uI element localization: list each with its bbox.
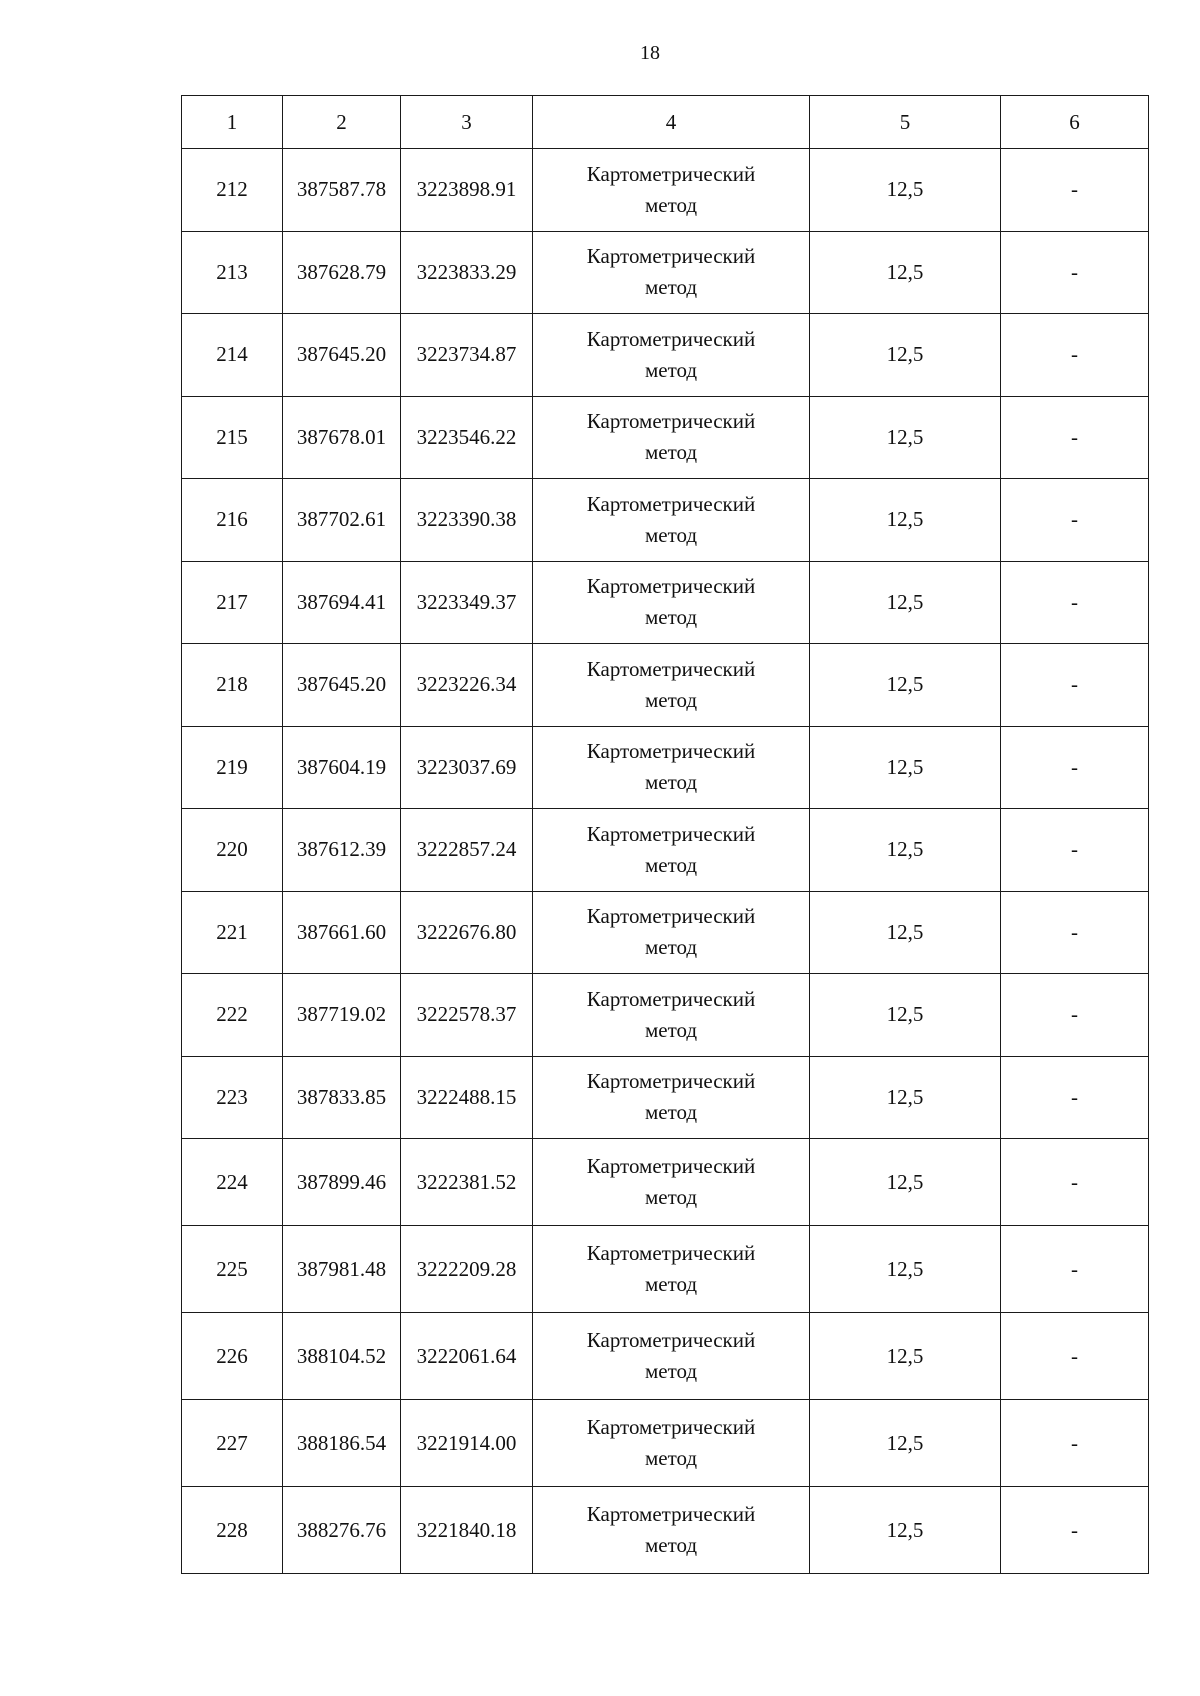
method-line-2: метод: [644, 1272, 698, 1296]
point-number-cell: 221: [182, 891, 283, 974]
accuracy-cell: 12,5: [810, 726, 1001, 809]
point-number-cell: 219: [182, 726, 283, 809]
accuracy-cell: 12,5: [810, 479, 1001, 562]
note-cell: -: [1001, 561, 1149, 644]
point-number-cell: 223: [182, 1056, 283, 1139]
method-line-1: Картометрический: [586, 1069, 756, 1094]
method-cell: [533, 1139, 810, 1226]
note-cell: -: [1001, 1226, 1149, 1313]
column-header-6: 6: [1001, 96, 1149, 149]
method-line-1: Картометрический: [586, 244, 756, 269]
coordinate-x-cell: 388276.76: [283, 1487, 401, 1574]
method-line-1: Картометрический: [586, 161, 756, 186]
method-line-1: Картометрический: [586, 1502, 756, 1526]
method-line-2: метод: [644, 1446, 698, 1470]
coordinate-x-cell: 388104.52: [283, 1313, 401, 1400]
page-number: 18: [640, 42, 660, 64]
method-line-1: Картометрический: [586, 821, 756, 846]
accuracy-cell: 12,5: [810, 644, 1001, 727]
table-row: [182, 1487, 1149, 1574]
point-number-cell: 214: [182, 314, 283, 397]
table-row: [182, 561, 1149, 644]
accuracy-cell: 12,5: [810, 891, 1001, 974]
point-number-cell: 220: [182, 809, 283, 892]
method-cell: [533, 231, 810, 314]
table-header-row: [182, 96, 1149, 149]
method-line-1: Картометрический: [586, 491, 756, 516]
accuracy-cell: 12,5: [810, 974, 1001, 1057]
method-line-1: Картометрический: [586, 1328, 756, 1352]
table-row: [182, 891, 1149, 974]
table-row: [182, 809, 1149, 892]
accuracy-cell: 12,5: [810, 809, 1001, 892]
method-line-1: Картометрический: [586, 409, 756, 434]
note-cell: -: [1001, 231, 1149, 314]
table-row: [182, 1056, 1149, 1139]
table-row: [182, 1139, 1149, 1226]
table-row: [182, 1400, 1149, 1487]
note-cell: -: [1001, 809, 1149, 892]
coordinate-x-cell: 387628.79: [283, 231, 401, 314]
method-line-2: метод: [644, 1100, 698, 1125]
note-cell: -: [1001, 1313, 1149, 1400]
table-row: [182, 314, 1149, 397]
note-cell: -: [1001, 479, 1149, 562]
column-header-5: 5: [810, 96, 1001, 149]
method-line-1: Картометрический: [586, 1154, 756, 1178]
note-cell: -: [1001, 1056, 1149, 1139]
column-header-1: 1: [182, 96, 283, 149]
method-cell: [533, 1313, 810, 1400]
coordinate-x-cell: 387678.01: [283, 396, 401, 479]
column-header-2: 2: [283, 96, 401, 149]
coordinates-table: [181, 95, 1149, 1574]
method-line-1: Картометрический: [586, 1415, 756, 1439]
method-line-2: метод: [644, 687, 698, 712]
table-row: [182, 396, 1149, 479]
note-cell: -: [1001, 1487, 1149, 1574]
method-line-2: метод: [644, 770, 698, 795]
method-line-2: метод: [644, 522, 698, 547]
method-line-2: метод: [644, 357, 698, 382]
point-number-cell: 212: [182, 149, 283, 232]
point-number-cell: 213: [182, 231, 283, 314]
method-line-2: метод: [644, 605, 698, 630]
coordinate-x-cell: 387719.02: [283, 974, 401, 1057]
point-number-cell: 215: [182, 396, 283, 479]
column-header-3: 3: [401, 96, 533, 149]
accuracy-cell: 12,5: [810, 561, 1001, 644]
method-line-1: Картометрический: [586, 904, 756, 929]
accuracy-cell: 12,5: [810, 149, 1001, 232]
method-cell: [533, 479, 810, 562]
coordinate-y-cell: 3221914.00: [401, 1400, 533, 1487]
coordinate-y-cell: 3223898.91: [401, 149, 533, 232]
point-number-cell: 228: [182, 1487, 283, 1574]
note-cell: -: [1001, 1400, 1149, 1487]
point-number-cell: 217: [182, 561, 283, 644]
coordinate-x-cell: 387645.20: [283, 314, 401, 397]
accuracy-cell: 12,5: [810, 1139, 1001, 1226]
method-line-2: метод: [644, 1359, 698, 1383]
coordinate-y-cell: 3223349.37: [401, 561, 533, 644]
note-cell: -: [1001, 149, 1149, 232]
method-line-1: Картометрический: [586, 326, 756, 351]
method-line-1: Картометрический: [586, 574, 756, 599]
table-row: [182, 479, 1149, 562]
method-line-1: Картометрический: [586, 656, 756, 681]
coordinate-x-cell: 387694.41: [283, 561, 401, 644]
method-cell: [533, 974, 810, 1057]
method-line-2: метод: [644, 440, 698, 465]
method-line-2: метод: [644, 275, 698, 300]
note-cell: -: [1001, 314, 1149, 397]
coordinate-y-cell: 3222857.24: [401, 809, 533, 892]
method-cell: [533, 396, 810, 479]
point-number-cell: 225: [182, 1226, 283, 1313]
note-cell: -: [1001, 396, 1149, 479]
method-cell: [533, 809, 810, 892]
method-line-2: метод: [644, 1533, 698, 1557]
point-number-cell: 218: [182, 644, 283, 727]
note-cell: -: [1001, 974, 1149, 1057]
point-number-cell: 227: [182, 1400, 283, 1487]
coordinate-x-cell: 387612.39: [283, 809, 401, 892]
column-header-4: 4: [533, 96, 810, 149]
method-line-2: метод: [644, 935, 698, 960]
note-cell: -: [1001, 1139, 1149, 1226]
accuracy-cell: 12,5: [810, 1056, 1001, 1139]
coordinate-x-cell: 387981.48: [283, 1226, 401, 1313]
accuracy-cell: 12,5: [810, 396, 1001, 479]
coordinate-y-cell: 3222578.37: [401, 974, 533, 1057]
point-number-cell: 224: [182, 1139, 283, 1226]
coordinate-y-cell: 3222381.52: [401, 1139, 533, 1226]
table-row: [182, 1226, 1149, 1313]
method-cell: [533, 1487, 810, 1574]
coordinate-x-cell: 387702.61: [283, 479, 401, 562]
coordinate-y-cell: 3223390.38: [401, 479, 533, 562]
coordinate-x-cell: 387899.46: [283, 1139, 401, 1226]
coordinate-y-cell: 3222061.64: [401, 1313, 533, 1400]
coordinate-y-cell: 3222676.80: [401, 891, 533, 974]
accuracy-cell: 12,5: [810, 314, 1001, 397]
table-row: [182, 1313, 1149, 1400]
table-row: [182, 974, 1149, 1057]
coordinate-y-cell: 3222488.15: [401, 1056, 533, 1139]
note-cell: -: [1001, 644, 1149, 727]
coordinate-x-cell: 387587.78: [283, 149, 401, 232]
note-cell: -: [1001, 891, 1149, 974]
coordinate-x-cell: 387645.20: [283, 644, 401, 727]
coordinate-x-cell: 387833.85: [283, 1056, 401, 1139]
method-cell: [533, 726, 810, 809]
point-number-cell: 226: [182, 1313, 283, 1400]
coordinate-y-cell: 3223037.69: [401, 726, 533, 809]
table-row: [182, 644, 1149, 727]
method-line-2: метод: [644, 1185, 698, 1209]
coordinate-x-cell: 387604.19: [283, 726, 401, 809]
method-cell: [533, 891, 810, 974]
method-cell: [533, 1056, 810, 1139]
method-cell: [533, 1400, 810, 1487]
method-line-2: метод: [644, 1017, 698, 1042]
method-line-2: метод: [644, 852, 698, 877]
coordinate-x-cell: 387661.60: [283, 891, 401, 974]
coordinate-y-cell: 3222209.28: [401, 1226, 533, 1313]
table-row: [182, 149, 1149, 232]
table-row: [182, 231, 1149, 314]
point-number-cell: 222: [182, 974, 283, 1057]
method-line-1: Картометрический: [586, 739, 756, 764]
coordinate-y-cell: 3223734.87: [401, 314, 533, 397]
coordinate-y-cell: 3221840.18: [401, 1487, 533, 1574]
method-line-2: метод: [644, 192, 698, 217]
method-cell: [533, 149, 810, 232]
accuracy-cell: 12,5: [810, 1226, 1001, 1313]
coordinate-y-cell: 3223226.34: [401, 644, 533, 727]
accuracy-cell: 12,5: [810, 231, 1001, 314]
accuracy-cell: 12,5: [810, 1487, 1001, 1574]
accuracy-cell: 12,5: [810, 1400, 1001, 1487]
method-cell: [533, 1226, 810, 1313]
method-line-1: Картометрический: [586, 986, 756, 1011]
coordinate-y-cell: 3223833.29: [401, 231, 533, 314]
accuracy-cell: 12,5: [810, 1313, 1001, 1400]
point-number-cell: 216: [182, 479, 283, 562]
method-line-1: Картометрический: [586, 1241, 756, 1265]
method-cell: [533, 314, 810, 397]
method-cell: [533, 561, 810, 644]
method-cell: [533, 644, 810, 727]
coordinate-y-cell: 3223546.22: [401, 396, 533, 479]
note-cell: -: [1001, 726, 1149, 809]
table-row: [182, 726, 1149, 809]
coordinate-x-cell: 388186.54: [283, 1400, 401, 1487]
